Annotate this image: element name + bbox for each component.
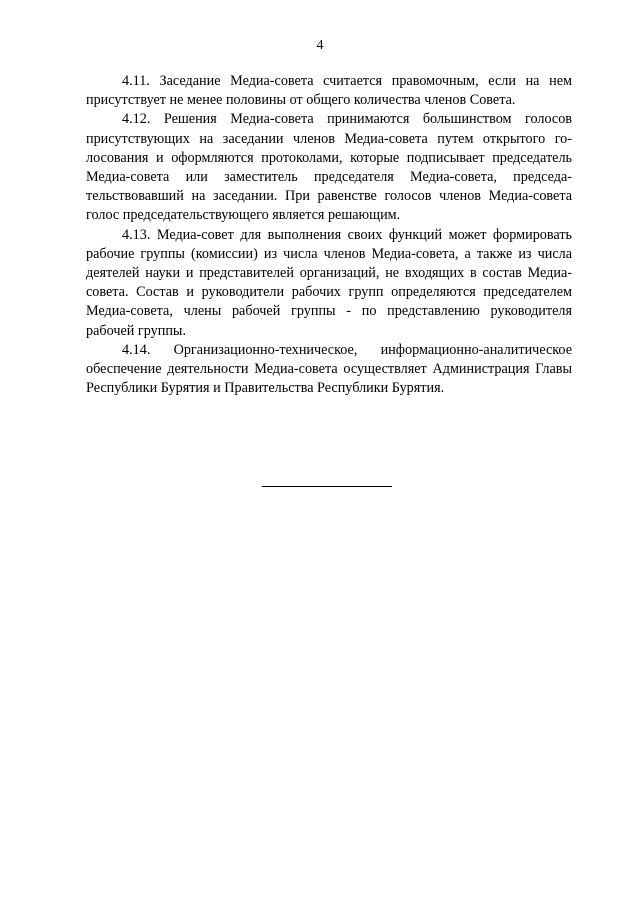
paragraph-4-13: 4.13. Медиа-совет для выполнения своих функций может формировать рабочие группы (комиссии) из числа членов Медиа-совета, а также из числа деятелей науки и представителей организаций, не входящих в состав Медиа-совета. Состав и руководители рабочих групп определяются председателем Медиа-совета, члены рабочей группы - по представлению руководителя рабочей группы. bbox=[86, 226, 572, 339]
paragraph-4-11: 4.11. Заседание Медиа-совета считается правомочным, если на нем присутствует не менее половины от общего количества членов Совета. bbox=[86, 73, 572, 109]
document-body bbox=[86, 72, 572, 398]
page-number: 4 bbox=[316, 38, 324, 53]
paragraph-4-12: 4.12. Решения Медиа-совета принимаются большинством голосов присутствующих на заседании членов Медиа-совета путем открытого голосования и оформляются протоколами, которые подписывает председатель Медиа-совета или заместитель председателя Медиа-совета, председательствовавший на заседании. При равенстве голосов членов Медиа-совета голос председательствующего является решающим. bbox=[86, 111, 572, 224]
paragraph-4-14: 4.14. Организационно-техническое, информационно-аналитическое обеспечение деятельности Медиа-совета осуществляет Администрация Главы Республики Бурятия и Правительства Республики Бурятия. bbox=[86, 341, 572, 397]
end-divider-line bbox=[262, 486, 392, 487]
